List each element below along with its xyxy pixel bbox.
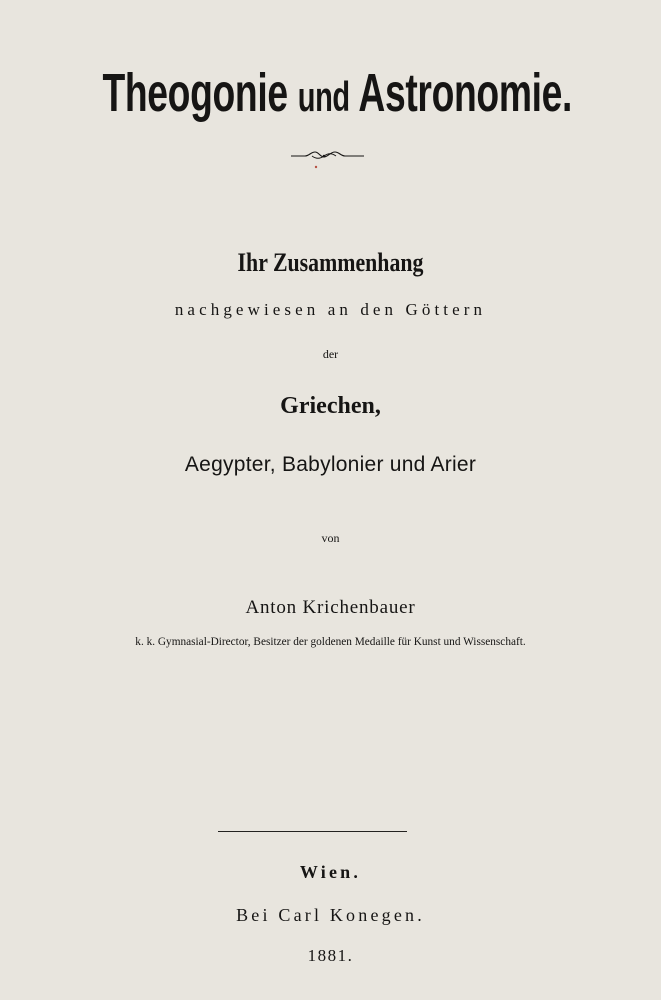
publisher-line: Bei Carl Konegen. — [236, 905, 425, 925]
publication-city: Wien. — [299, 862, 362, 882]
proof-line: nachgewiesen an den Göttern — [174, 300, 487, 319]
book-subtitle: Ihr Zusammenhang — [237, 247, 424, 277]
publication-year: 1881. — [307, 946, 354, 965]
primary-people: Griechen, — [280, 393, 381, 419]
ornamental-flourish-icon — [0, 148, 661, 176]
connector-der: der — [322, 347, 339, 361]
by-line: von — [321, 531, 340, 545]
imprint-divider — [218, 831, 407, 832]
book-title-astronomie: Astronomie. — [349, 63, 572, 124]
author-credentials: k. k. Gymnasial-Director, Besitzer der goldenen Medaille für Kunst und Wissenschaft. — [135, 636, 526, 648]
book-title-und: und — [297, 73, 350, 121]
other-peoples: Aegypter, Babylonier und Arier — [184, 453, 477, 476]
book-title-theogonie: Theogonie — [102, 63, 298, 124]
book-title — [102, 58, 572, 132]
author-name: Anton Krichenbauer — [245, 597, 416, 618]
